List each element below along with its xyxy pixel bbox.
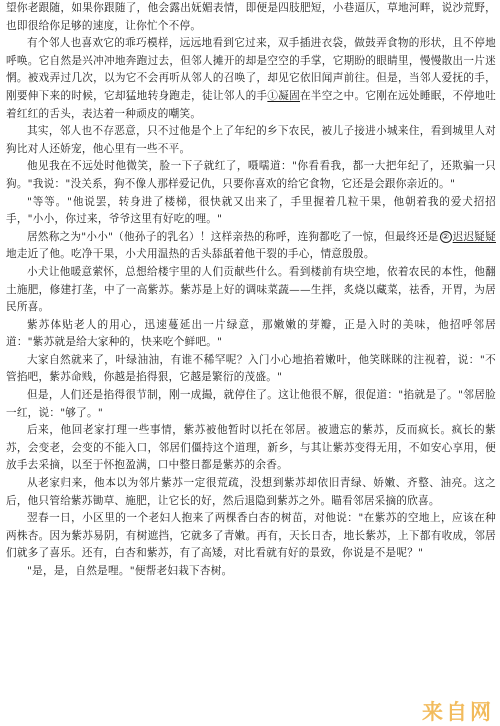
text-run: 大家自然就来了，叶绿油油，有谁不稀罕呢？入门小心地掐着嫩叶，他笑眯眯的注视着，说："不管掐吧，紫苏命贱，你越是掐得狠，它越是繁衍的茂盛。" <box>6 353 496 384</box>
paragraph-2 <box>6 35 496 123</box>
text-run: "等等。"他说罢，转身进了楼梯，很快就又出来了，手里握着几粒干果，他朝着我的爱犬招招手，"小小，你过来，爷爷这里有好吃的哩。" <box>6 195 496 226</box>
paragraph-13 <box>6 510 496 563</box>
text-run: 居然称之为"小小"（他孙子的乳名）！这样亲热的称呼，连狗都吃了一惊，但最终还是 <box>27 230 439 243</box>
text-run: 其实，邻人也不存恶意，只不过他是个上了年纪的乡下农民，被儿子接进小城来住，看到城里人对狗比对人还娇宠，他心里有一些不平。 <box>6 125 496 155</box>
text-run: 在半空之中。它刚在远处睡眠，不停地吐着红红的舌头，表达着一种顽皮的嘲笑。 <box>6 89 497 120</box>
circled-number: ② <box>440 231 452 243</box>
text-run: 有个邻人也喜欢它的乖巧模样，远远地看到它过来，双手插进衣袋，做鼓弄食物的形状，且不停地呼唤。它自然是兴冲冲地奔跑过去，但邻人摊开的却是空空的手掌，它期盼的眼睛里，慢慢散出一片迷惘。被戏弄过几次，以为它不会再听从邻人的召唤了，却见它依旧闻声前往。但是，当邻人爱抚的手，刚要伸下来的时候，它却猛地转身跑走，徒让邻人的手 <box>6 37 496 102</box>
text-run: 后来，他回老家打理一些事情，紫苏被他暂时以托在邻居。被遗忘的紫苏，反而疯长。疯长的紫苏，会变老，会变的不能入口，邻居们僵持这个道理，新乡，与其让紫苏变得无用，不如安心享用，便放手去采摘，以至于怀抱盈满，口中整日都是紫苏的余香。 <box>6 424 496 472</box>
paragraph-6 <box>6 229 496 264</box>
paragraph-11 <box>6 422 496 475</box>
paragraph-4 <box>6 158 496 193</box>
paragraph-1 <box>6 0 496 35</box>
essay-body <box>6 0 496 581</box>
text-run: 紫苏体贴老人的用心，迅速蔓延出一片绿意，那嫩嫩的芽瓣，正是入时的美味，他招呼邻居道："紫苏就是给大家种的，快来吃个鲜吧。" <box>6 318 496 349</box>
underlined-term: ①凝固 <box>267 89 301 102</box>
paragraph-7 <box>6 264 496 317</box>
paragraph-5 <box>6 194 496 229</box>
paragraph-12 <box>6 475 496 510</box>
text-run: 望你老跟随，如果你跟随了，他会露出妩媚表情，即便是四肢肥短，小巷逼仄，草地河畔，说沙荒野，也即很给你足够的速度，让你忙个不停。 <box>6 2 496 32</box>
paragraph-14 <box>6 563 496 581</box>
text-run: "是，是，自然是哩。"便帮老妇栽下杏树。 <box>27 565 233 577</box>
paragraph-9 <box>6 352 496 387</box>
paragraph-10 <box>6 387 496 422</box>
site-watermark: 来自网 <box>422 700 494 724</box>
text-run: 小犬让他暖意萦怀，总想给楼宇里的人们贡献些什么。看到楼前有块空地，依着农民的本性，他翻土施肥，修建打垄，中了一高紫苏。紫苏是上好的调味菜蔬——生拌，炙烧以藏菜，祛香，开胃，为居民所喜。 <box>6 265 496 314</box>
text-run: 从老家归来，他本以为邻片紫苏一定很荒疏，没想到紫苏却依旧青绿、娇嫩、齐整、油亮。这之后，他只管给紫苏锄草、施肥，让它长的好，然后退隐到紫苏之外。瞄看邻居采摘的欣喜。 <box>6 477 496 507</box>
text-run: 他见我在不远处时他微笑，脸一下子就红了，嗫嚅道："你看看我，都一大把年纪了，还欺骗一只狗。"我说："没关系，狗不像人那样爱记仇，只要你喜欢的给它食物，它还是会跟你亲近的。" <box>6 160 496 190</box>
text-run: 翌春一日，小区里的一个老妇人抱来了两棵香白杏的树苗，对他说："在紫苏的空地上，应该在种两株杏。因为紫苏易阴，有树遮挡，它就多了青嫩。再有，天长日杏，地长紫苏，上下都有收成，邻居们就多了喜乐。还有，白杏和紫苏，有了高矮，对比看就有好的景致，你说是不是呢？" <box>6 512 496 560</box>
underlined-term: 迟迟疑疑 <box>452 230 496 243</box>
text-run: 但是，人们还是掐得很节制，刚一成撮，就停住了。这让他很不解，很促道："掐就是了。"邻居脸一红，说："够了。" <box>6 389 496 419</box>
paragraph-3 <box>6 123 496 158</box>
paragraph-8 <box>6 317 496 352</box>
text-run: 地走近了他。吃净干果，小犬用温热的舌头舔舐着他干裂的手心，情意殷殷。 <box>6 248 375 261</box>
